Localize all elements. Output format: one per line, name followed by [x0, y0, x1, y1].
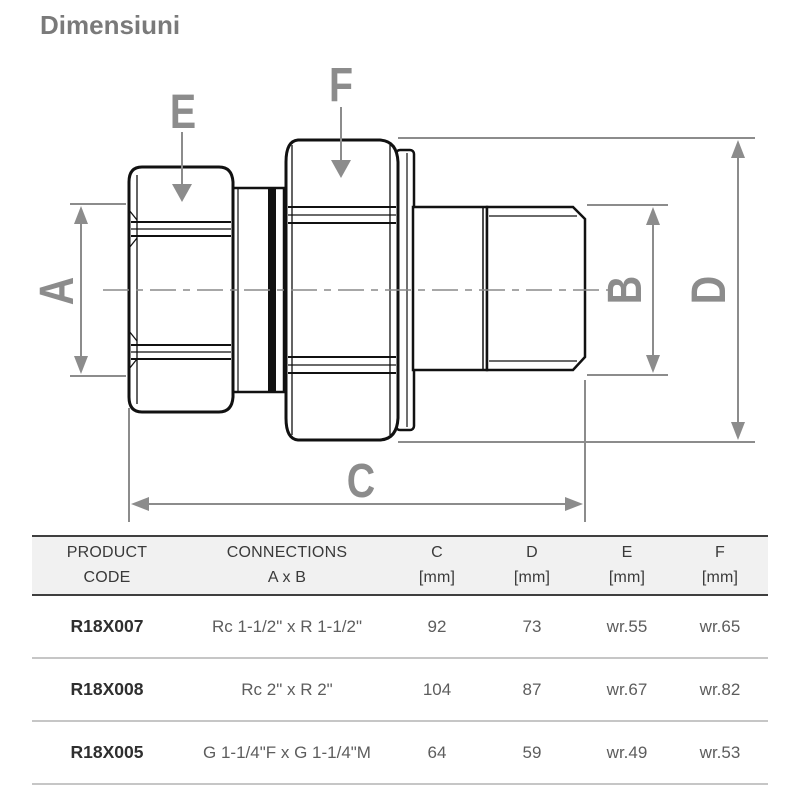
connections-value: Rc 1-1/2" x R 1-1/2" [211, 616, 362, 636]
label-B: B [598, 275, 652, 305]
dimensions-table [32, 535, 768, 785]
header-d-mm: D [mm] [513, 543, 551, 586]
f-value: wr.53 [699, 742, 741, 762]
d-value: 73 [522, 616, 542, 636]
c-value: 104 [422, 679, 452, 699]
d-value: 59 [522, 742, 542, 762]
e-value: wr.55 [606, 616, 648, 636]
table-row [32, 596, 768, 659]
table-header-row [32, 535, 768, 596]
table-row [32, 659, 768, 722]
label-E: E [169, 85, 197, 139]
d-value: 87 [522, 679, 542, 699]
header-c-mm: C [mm] [418, 543, 456, 586]
header-e-mm: E [mm] [608, 543, 646, 586]
f-value: wr.82 [699, 679, 741, 699]
header-connections: CONNECTIONS A x B [226, 543, 348, 586]
header-product-code: PRODUCT CODE [66, 543, 148, 586]
dimension-F [329, 58, 353, 178]
connections-value: G 1-1/4"F x G 1-1/4"M [203, 742, 371, 762]
f-value: wr.65 [699, 616, 741, 636]
e-value: wr.49 [606, 742, 648, 762]
table-row [32, 722, 768, 785]
label-C: C [346, 454, 376, 508]
c-value: 92 [427, 616, 447, 636]
label-F: F [328, 58, 354, 112]
e-value: wr.67 [606, 679, 648, 699]
product-code: R18X005 [70, 742, 144, 762]
dimension-B [587, 205, 668, 375]
label-D: D [682, 275, 736, 305]
product-code: R18X007 [70, 616, 144, 636]
c-value: 64 [427, 742, 447, 762]
male-thread [487, 207, 585, 370]
connections-value: Rc 2" x R 2" [241, 679, 333, 699]
page-title: Dimensiuni [40, 10, 181, 40]
male-shank [413, 207, 487, 370]
header-f-mm: F [mm] [701, 543, 739, 586]
label-A: A [30, 276, 84, 306]
product-code: R18X008 [70, 679, 144, 699]
